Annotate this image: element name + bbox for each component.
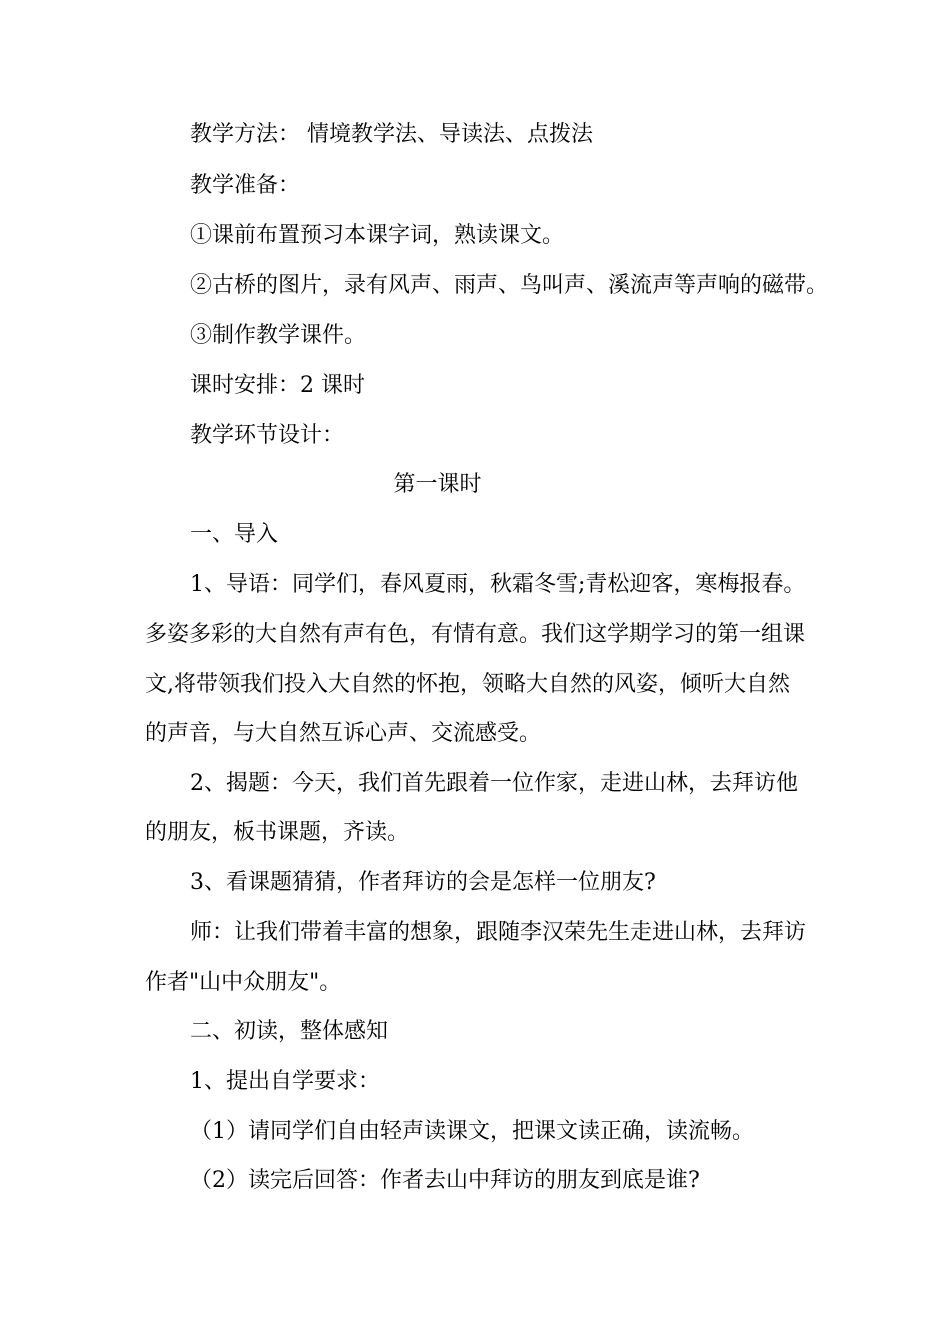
lesson-title: 第一课时 [393,472,482,497]
para-1-line-4: 的声音，与大自然互诉心声、交流感受。 [145,721,542,746]
para-3: 3、看课题猜猜，作者拜访的会是怎样一位朋友? [190,870,656,895]
para-1-line-2: 多姿多彩的大自然有声有色，有情有意。我们这学期学习的第一组课 [145,622,806,647]
section-1-heading: 一、导入 [190,522,279,547]
para-4-line-2: 作者"山中众朋友"。 [145,970,342,995]
section-2-heading: 二、初读，整体感知 [190,1019,389,1044]
class-hours-line: 课时安排：2 课时 [190,373,365,398]
teaching-method-line: 教学方法： 情境教学法、导读法、点拨法 [190,122,593,147]
para-6: （1）请同学们自由轻声读课文，把课文读正确，读流畅。 [190,1119,754,1144]
para-2-line-2: 的朋友，板书课题，齐读。 [145,820,410,845]
para-1-line-3: 文,将带领我们投入大自然的怀抱，领略大自然的风姿，倾听大自然 [145,672,790,697]
para-5: 1、提出自学要求： [190,1069,380,1094]
prep-item-2: ②古桥的图片，录有风声、雨声、鸟叫声、溪流声等声响的磁带。 [190,273,829,298]
para-1-line-1: 1、导语：同学们，春风夏雨，秋霜冬雪;青松迎客，寒梅报春。 [190,572,806,597]
prep-item-3: ③制作教学课件。 [190,323,367,348]
para-2-line-1: 2、揭题：今天，我们首先跟着一位作家，走进山林，去拜访他 [190,771,798,796]
para-7: （2）读完后回答：作者去山中拜访的朋友到底是谁? [190,1168,700,1193]
teaching-prep-heading: 教学准备： [190,173,301,198]
para-4-line-1: 师：让我们带着丰富的想象，跟随李汉荣先生走进山林，去拜访 [190,920,807,945]
prep-item-1: ①课前布置预习本课字词，熟读课文。 [190,223,565,248]
design-heading: 教学环节设计： [190,423,345,448]
